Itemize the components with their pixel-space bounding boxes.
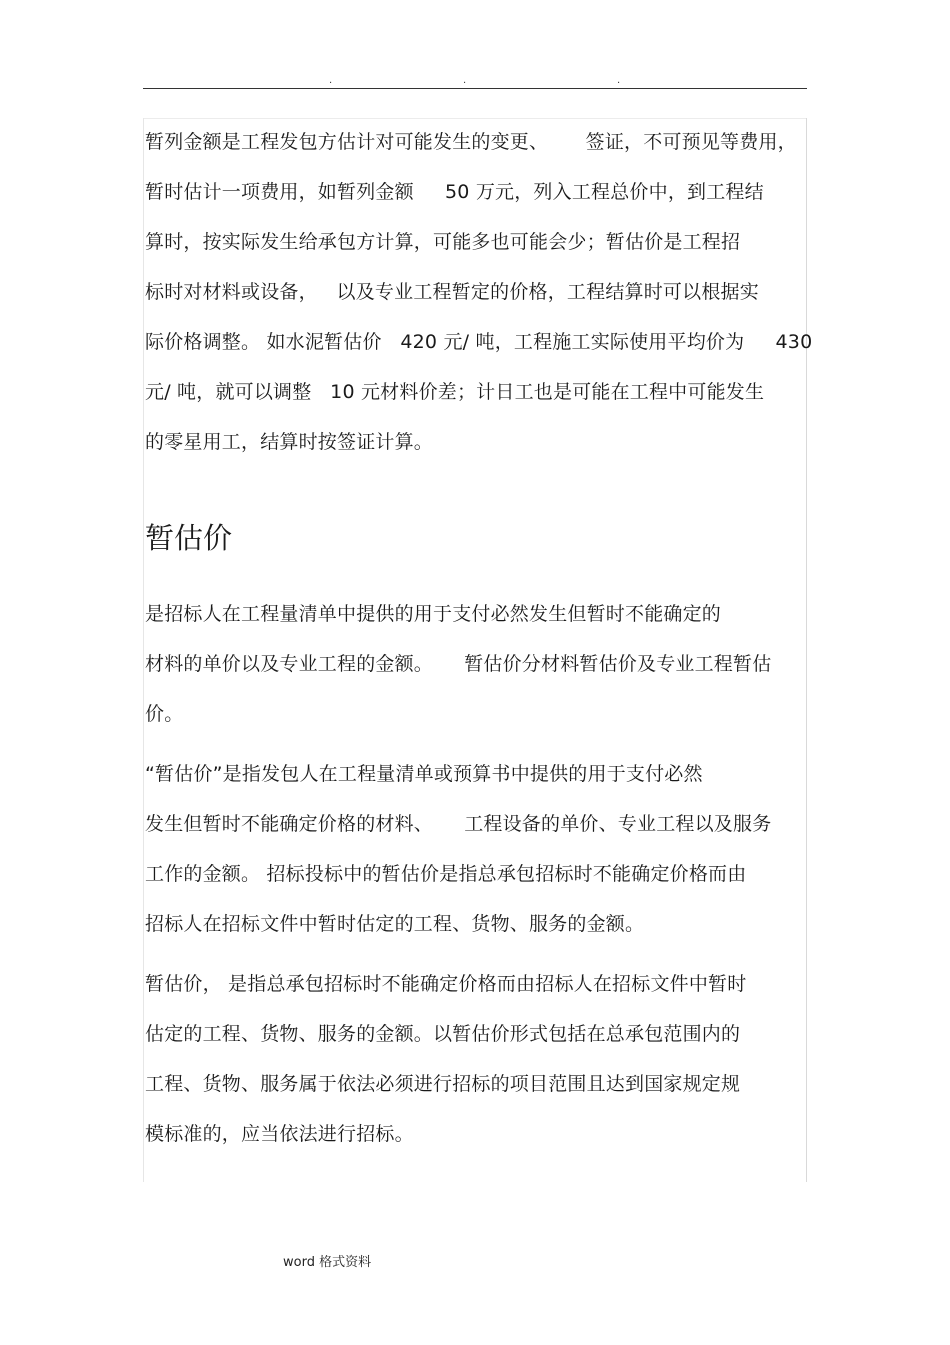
header-rule [143, 88, 807, 89]
content-frame-left [143, 118, 144, 1182]
paragraph-1 [145, 596, 825, 746]
paragraph-line: 价。 [145, 703, 184, 725]
paragraph-line: “暂估价”是指发包人在工程量清单或预算书中提供的用于支付必然 [145, 763, 703, 785]
intro-paragraph [145, 124, 825, 474]
paragraph-line: 估定的工程、货物、服务的金额。以暂估价形式包括在总承包范围内的 [145, 1023, 741, 1045]
paragraph-line: 是招标人在工程量清单中提供的用于支付必然发生但暂时不能确定的 [145, 603, 722, 625]
intro-line: 标时对材料或设备， 以及专业工程暂定的价格，工程结算时可以根据实 [145, 281, 759, 303]
paragraph-line: 模标准的，应当依法进行招标。 [145, 1123, 414, 1145]
document-body [145, 124, 825, 1166]
paragraph-2 [145, 756, 825, 956]
intro-line: 暂列金额是工程发包方估计对可能发生的变更、 签证，不可预见等费用， [145, 131, 797, 153]
header-dot-3: . [617, 75, 621, 86]
header-dot-1: . [329, 75, 333, 86]
intro-line: 际价格调整。 如水泥暂估价 420 元/ 吨，工程施工实际使用平均价为 430 [145, 331, 813, 353]
section-title: 暂估价 [145, 521, 233, 555]
paragraph-line: 暂估价， 是指总承包招标时不能确定价格而由招标人在招标文件中暂时 [145, 973, 747, 995]
footer-label: word 格式资料 [283, 1255, 372, 1270]
paragraph-line: 材料的单价以及专业工程的金额。 暂估价分材料暂估价及专业工程暂估 [145, 653, 772, 675]
intro-line: 暂时估计一项费用，如暂列金额 50 万元，列入工程总价中，到工程结 [145, 181, 764, 203]
intro-line: 元/ 吨，就可以调整 10 元材料价差；计日工也是可能在工程中可能发生 [145, 381, 765, 403]
paragraph-3 [145, 966, 825, 1166]
paragraph-line: 发生但暂时不能确定价格的材料、 工程设备的单价、专业工程以及服务 [145, 813, 772, 835]
header-dot-2: . [463, 75, 467, 86]
paragraph-line: 工程、货物、服务属于依法必须进行招标的项目范围且达到国家规定规 [145, 1073, 741, 1095]
intro-line: 的零星用工，结算时按签证计算。 [145, 431, 434, 453]
paragraph-line: 招标人在招标文件中暂时估定的工程、货物、服务的金额。 [145, 913, 645, 935]
intro-line: 算时，按实际发生给承包方计算，可能多也可能会少；暂估价是工程招 [145, 231, 741, 253]
content-frame-top [143, 118, 807, 119]
paragraph-line: 工作的金额。 招标投标中的暂估价是指总承包招标时不能确定价格而由 [145, 863, 747, 885]
